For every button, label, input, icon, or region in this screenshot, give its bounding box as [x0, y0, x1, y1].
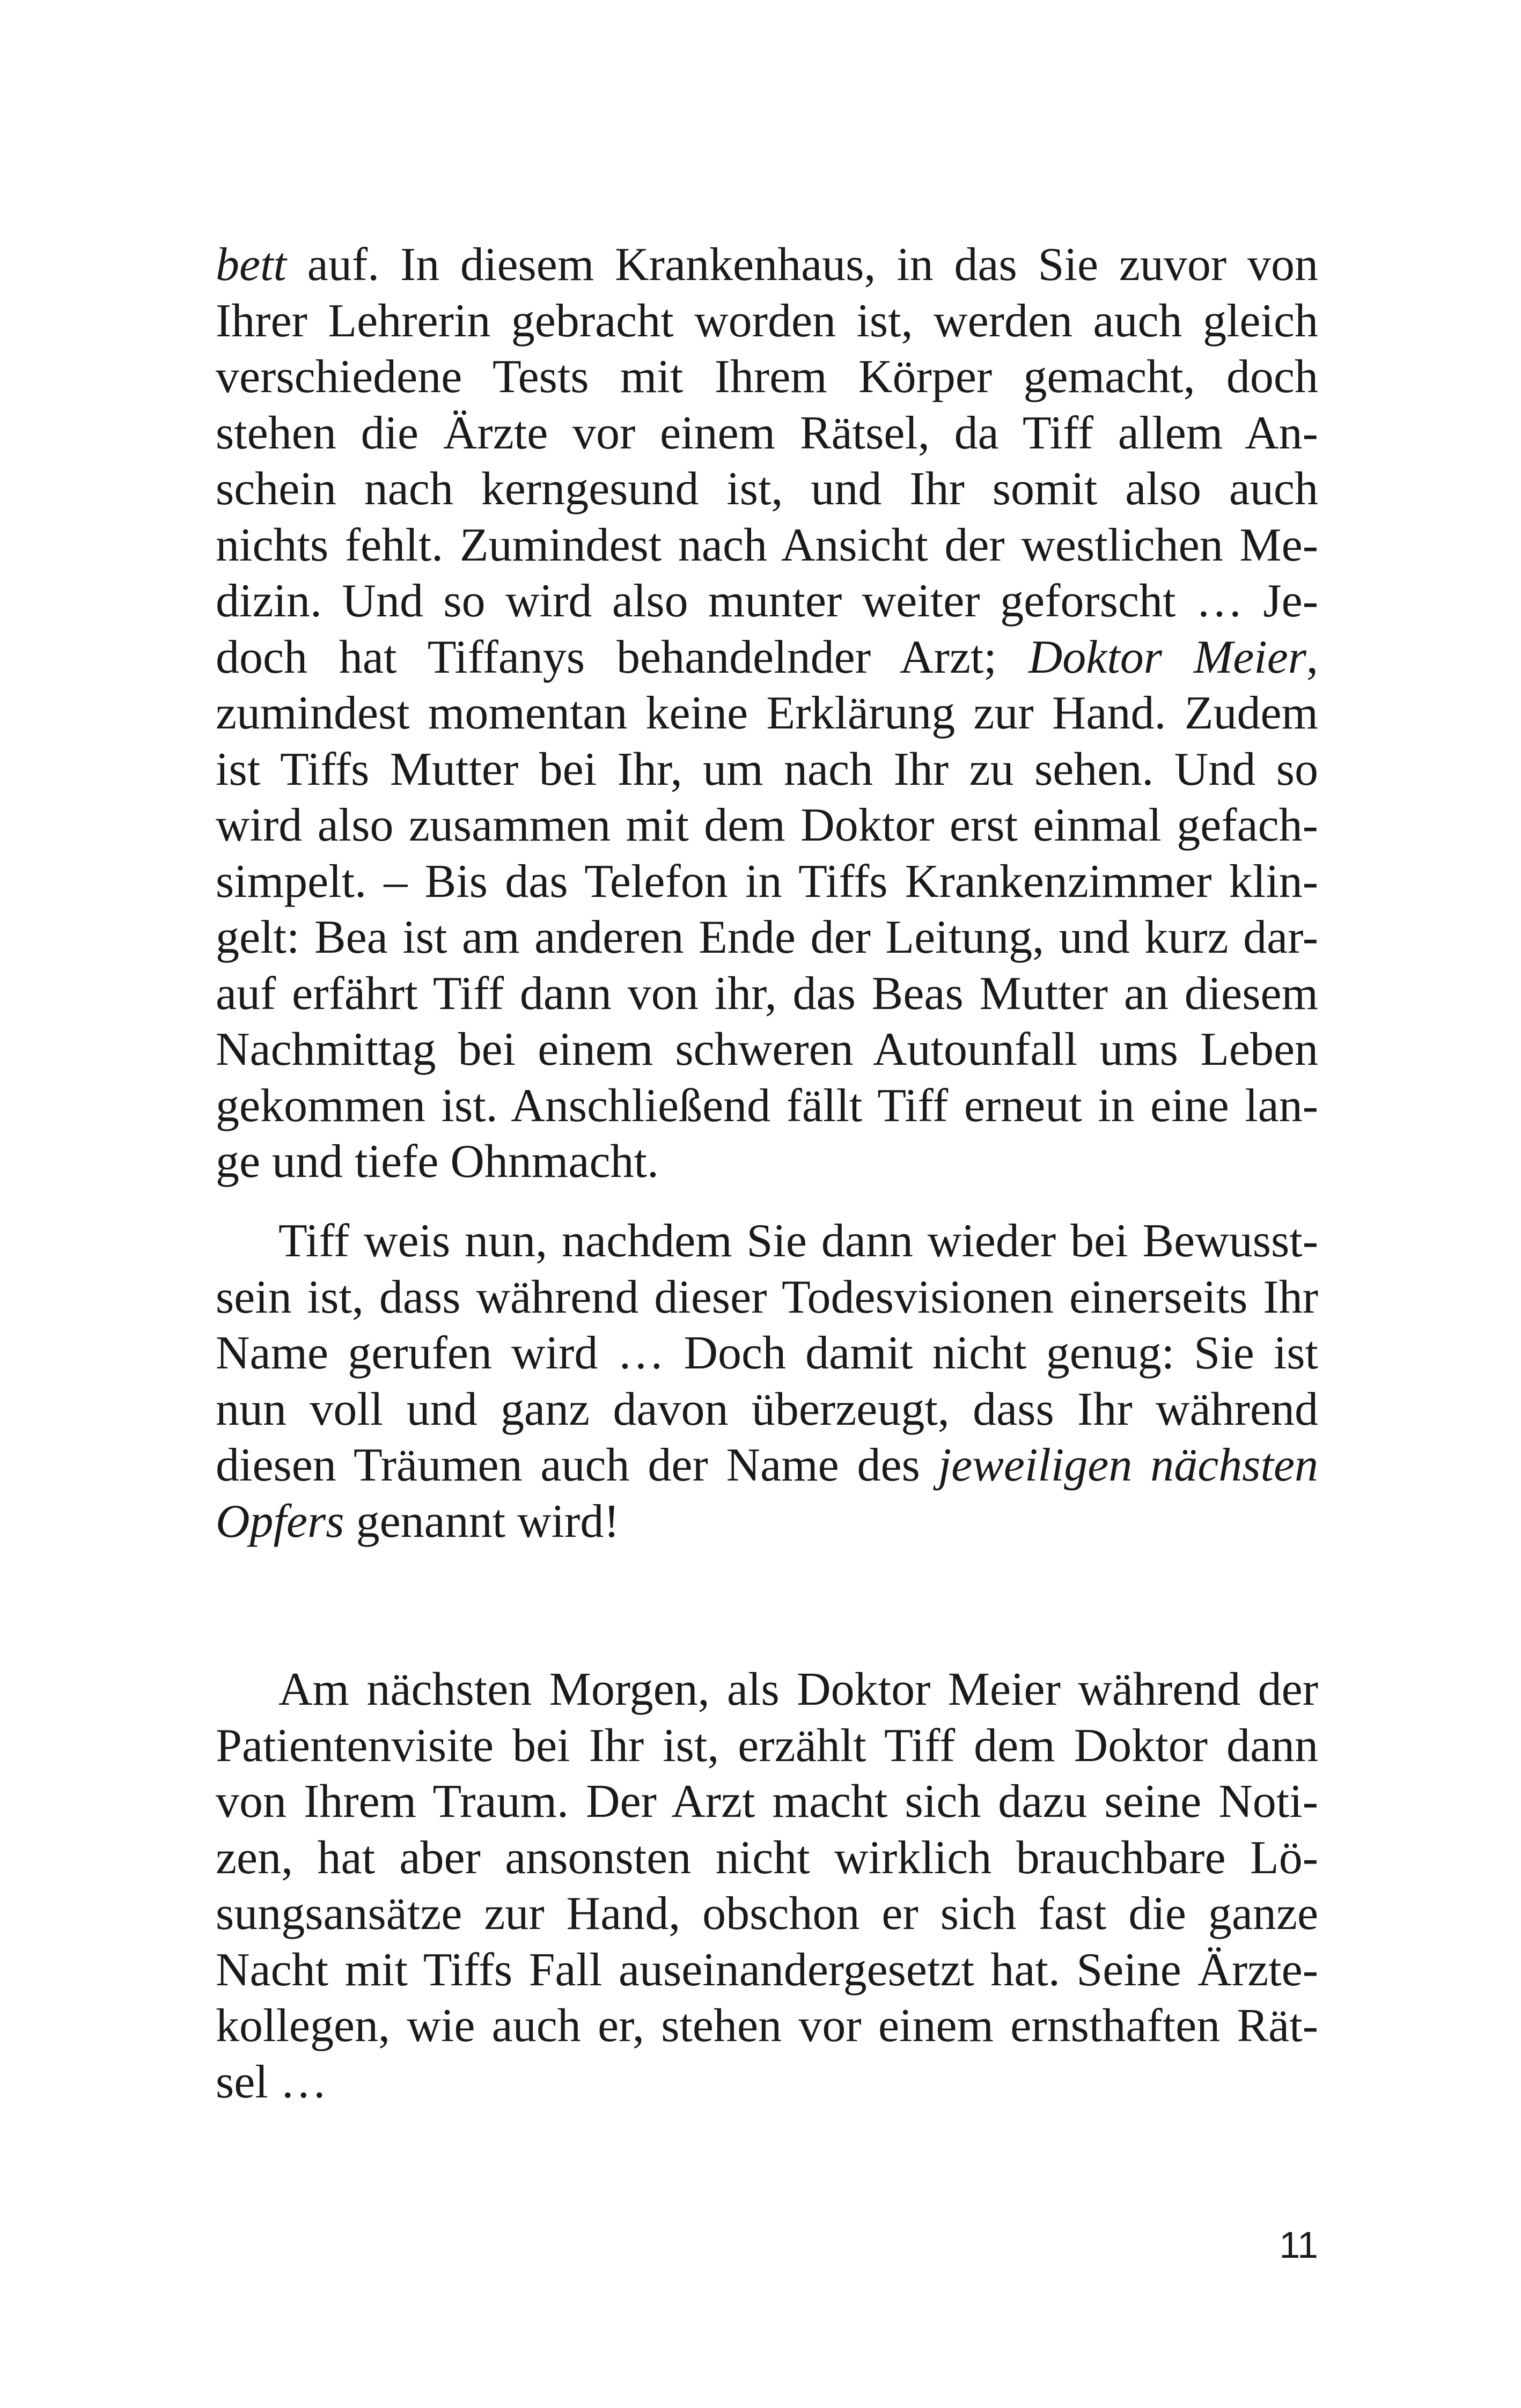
- text-line: [216, 854, 1318, 910]
- text-line: [216, 406, 1318, 462]
- text-line: [216, 1942, 1318, 1999]
- text-line: [216, 349, 1318, 406]
- page-number: 11: [1279, 2224, 1318, 2266]
- text-run: nichts fehlt. Zumindest nach Ansicht der westlichen Me-: [216, 519, 1318, 571]
- text-line: [216, 798, 1318, 854]
- paragraph-1: [216, 237, 1318, 1190]
- text-run: doch hat Tiffanys behandelnder Arzt;: [216, 631, 1028, 683]
- text-run: ge und tiefe Ohnmacht.: [216, 1136, 659, 1188]
- text-line: [216, 1078, 1318, 1135]
- text-run: von Ihrem Traum. Der Arzt macht sich dazu seine Noti-: [216, 1776, 1318, 1828]
- italic-text: Opfers: [216, 1495, 344, 1548]
- italic-text: bett: [216, 239, 286, 291]
- text-line: [216, 573, 1318, 630]
- text-line: [216, 1438, 1318, 1494]
- paragraph-2: [216, 1213, 1318, 1550]
- text-line: [216, 1270, 1318, 1326]
- text-run: verschiedene Tests mit Ihrem Körper gemacht, doch: [216, 351, 1318, 403]
- text-line: [216, 1022, 1318, 1078]
- text-run: nun voll und ganz davon überzeugt, dass Ihr während: [216, 1383, 1318, 1435]
- italic-text: jeweiligen nächsten: [938, 1439, 1319, 1491]
- text-line: [216, 1134, 1318, 1190]
- text-line: [216, 1774, 1318, 1830]
- text-run: simpelt. – Bis das Telefon in Tiffs Krankenzimmer klin-: [216, 855, 1318, 908]
- text-run: auf erfährt Tiff dann von ihr, das Beas Mutter an diesem: [216, 967, 1318, 1020]
- text-run: schein nach kerngesund ist, und Ihr somit also auch: [216, 463, 1318, 515]
- text-line: [216, 293, 1318, 350]
- text-run: gekommen ist. Anschließend fällt Tiff erneut in eine lan-: [216, 1079, 1318, 1132]
- text-line: [216, 461, 1318, 518]
- text-run: ist Tiffs Mutter bei Ihr, um nach Ihr zu sehen. Und so: [216, 743, 1318, 796]
- text-line: [216, 686, 1318, 742]
- text-run: Name gerufen wird … Doch damit nicht genug: Sie ist: [216, 1327, 1318, 1379]
- text-line: [216, 1382, 1318, 1438]
- text-run: ,: [1306, 631, 1319, 683]
- text-run: auf. In diesem Krankenhaus, in das Sie zuvor von: [286, 239, 1318, 291]
- text-run: stehen die Ärzte vor einem Rätsel, da Tiff allem An-: [216, 407, 1318, 459]
- text-line: [216, 1998, 1318, 2054]
- text-run: genannt wird!: [344, 1495, 620, 1548]
- text-line: [216, 742, 1318, 798]
- text-run: wird also zusammen mit dem Doktor erst einmal gefach-: [216, 799, 1318, 851]
- text-run: sungsansätze zur Hand, obschon er sich fast die ganze: [216, 1888, 1318, 1940]
- text-run: dizin. Und so wird also munter weiter geforscht … Je-: [216, 575, 1318, 627]
- text-run: Tiff weis nun, nachdem Sie dann wieder bei Bewusst-: [278, 1215, 1318, 1267]
- text-line: [216, 910, 1318, 966]
- text-run: Am nächsten Morgen, als Doktor Meier während der: [278, 1663, 1318, 1715]
- text-line: [216, 1718, 1318, 1774]
- text-line: [216, 630, 1318, 686]
- text-run: Patientenvisite bei Ihr ist, erzählt Tiff dem Doktor dann: [216, 1719, 1318, 1772]
- text-line: [216, 1662, 1318, 1718]
- text-run: Nachmittag bei einem schweren Autounfall ums Leben: [216, 1023, 1318, 1076]
- text-line: [216, 1886, 1318, 1942]
- text-line: [216, 518, 1318, 574]
- text-run: Nacht mit Tiffs Fall auseinandergesetzt hat. Seine Ärzte-: [216, 1943, 1318, 1996]
- text-run: sel …: [216, 2056, 327, 2108]
- text-line: [216, 1830, 1318, 1887]
- italic-text: Doktor Meier: [1028, 631, 1307, 683]
- text-line: [216, 1325, 1318, 1382]
- text-line: [216, 966, 1318, 1022]
- text-run: gelt: Bea ist am anderen Ende der Leitung, und kurz dar-: [216, 911, 1318, 963]
- text-line: [216, 2054, 1318, 2111]
- text-run: zen, hat aber ansonsten nicht wirklich brauchbare Lö-: [216, 1831, 1318, 1884]
- text-run: zumindest momentan keine Erklärung zur Hand. Zudem: [216, 687, 1318, 739]
- text-run: diesen Träumen auch der Name des: [216, 1439, 938, 1491]
- paragraph-3: [216, 1662, 1318, 2110]
- text-run: kollegen, wie auch er, stehen vor einem ernsthaften Rät-: [216, 2000, 1318, 2052]
- text-line: [216, 237, 1318, 293]
- text-run: sein ist, dass während dieser Todesvisionen einerseits Ihr: [216, 1271, 1318, 1323]
- text-run: Ihrer Lehrerin gebracht worden ist, werden auch gleich: [216, 294, 1318, 347]
- text-line: [216, 1213, 1318, 1270]
- text-line: [216, 1494, 1318, 1550]
